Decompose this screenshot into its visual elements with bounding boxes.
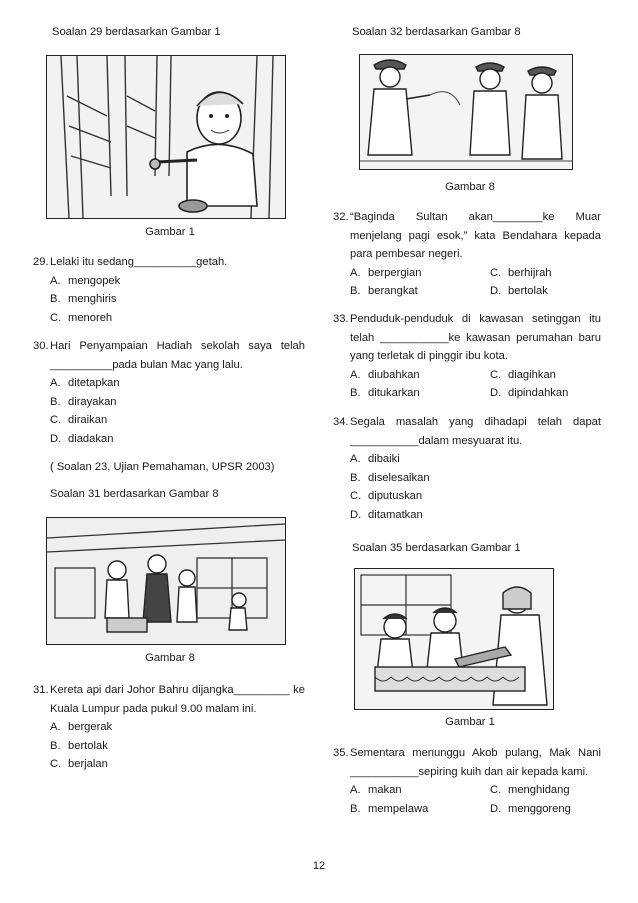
option-letter: D. — [490, 387, 502, 399]
option-b[interactable] — [350, 282, 490, 301]
option-letter: C. — [490, 266, 502, 279]
option-letter: B. — [350, 471, 361, 484]
option-c[interactable] — [50, 411, 305, 430]
question-stem: “Baginda Sultan akan________ke Muar menjelang pagi esok,” kata Bendahara kepada para pembesar negeri. — [350, 211, 601, 260]
option-letter: A. — [350, 368, 361, 381]
option-letter: C. — [350, 490, 362, 502]
option-d[interactable] — [50, 430, 305, 449]
option-d[interactable] — [490, 800, 610, 819]
option-a[interactable] — [50, 718, 305, 737]
option-b[interactable] — [50, 393, 305, 412]
question-32 — [333, 208, 601, 301]
question-35 — [333, 744, 601, 818]
option-letter: D. — [350, 508, 362, 521]
option-text: dirayakan — [68, 395, 117, 408]
question-29 — [33, 253, 305, 327]
option-b[interactable] — [50, 290, 305, 309]
caption-gambar-8-right: Gambar 8 — [445, 181, 495, 193]
option-text: dibaiki — [368, 453, 400, 465]
caption-gambar-1-right: Gambar 1 — [445, 716, 495, 728]
option-text: mengopek — [68, 274, 121, 287]
option-text: bergerak — [68, 721, 113, 733]
option-letter: B. — [350, 387, 361, 399]
figure-palace-officials — [359, 54, 573, 170]
train-station-illustration — [47, 518, 285, 644]
option-letter: A. — [50, 274, 61, 287]
option-text: makan — [368, 784, 402, 796]
question-31 — [33, 681, 305, 774]
option-text: berhijrah — [508, 266, 552, 279]
page-number: 12 — [312, 860, 326, 872]
option-c[interactable] — [350, 487, 601, 506]
option-c[interactable] — [50, 309, 305, 328]
option-a[interactable] — [50, 374, 305, 393]
option-letter: C. — [490, 368, 502, 381]
option-letter: C. — [50, 414, 62, 426]
option-a[interactable] — [350, 366, 490, 385]
option-text: ditamatkan — [368, 508, 423, 521]
option-c[interactable] — [50, 755, 305, 774]
option-letter: C. — [50, 311, 62, 324]
option-b[interactable] — [50, 737, 305, 756]
option-text: berangkat — [368, 285, 418, 297]
option-text: menggoreng — [508, 802, 571, 815]
question-stem: Sementara menunggu Akob pulang, Mak Nani ___________sepiring kuih dan air kepada kami. — [350, 747, 601, 778]
option-a[interactable] — [350, 450, 601, 469]
option-b[interactable] — [350, 800, 490, 819]
palace-officials-illustration — [360, 55, 572, 169]
question-number: 29. — [33, 256, 49, 268]
option-a[interactable] — [50, 272, 305, 291]
option-text: dipindahkan — [508, 387, 569, 399]
option-text: berjalan — [68, 758, 108, 770]
option-text: diputuskan — [368, 490, 423, 502]
option-text: diraikan — [68, 414, 108, 426]
option-d[interactable] — [350, 506, 601, 525]
figure-train-station — [46, 517, 286, 645]
option-c[interactable] — [490, 264, 610, 283]
heading-q29: Soalan 29 berdasarkan Gambar 1 — [52, 26, 221, 38]
heading-q35: Soalan 35 berdasarkan Gambar 1 — [352, 542, 521, 554]
rubber-tapper-illustration — [47, 56, 285, 218]
question-stem: Segala masalah yang dihadapi telah dapat ___________dalam mesyuarat itu. — [350, 416, 601, 447]
option-b[interactable] — [350, 384, 490, 403]
question-stem: Kereta api dari Johor Bahru dijangka_________ ke Kuala Lumpur pada pukul 9.00 malam ini. — [50, 684, 305, 715]
option-text: menoreh — [68, 311, 113, 324]
option-text: diagihkan — [508, 368, 556, 381]
option-text: mempelawa — [368, 802, 429, 815]
source-note: ( Soalan 23, Ujian Pemahaman, UPSR 2003) — [50, 461, 275, 473]
option-text: diubahkan — [368, 368, 420, 381]
option-text: menghiris — [68, 293, 117, 305]
option-c[interactable] — [490, 781, 610, 800]
option-text: bertolak — [68, 739, 108, 752]
caption-gambar-1-left: Gambar 1 — [145, 226, 195, 238]
option-letter: C. — [490, 784, 502, 796]
option-text: diadakan — [68, 432, 114, 445]
heading-q32: Soalan 32 berdasarkan Gambar 8 — [352, 26, 521, 38]
option-letter: A. — [50, 721, 61, 733]
option-d[interactable] — [490, 384, 610, 403]
option-text: ditukarkan — [368, 387, 420, 399]
option-letter: C. — [50, 758, 62, 770]
option-a[interactable] — [350, 264, 490, 283]
question-30 — [33, 337, 305, 448]
question-number: 34. — [333, 416, 349, 428]
figure-rubber-tapper — [46, 55, 286, 219]
option-letter: B. — [50, 395, 61, 408]
caption-gambar-8-left: Gambar 8 — [145, 652, 195, 664]
heading-q31: Soalan 31 berdasarkan Gambar 8 — [50, 488, 219, 500]
option-letter: D. — [50, 432, 62, 445]
question-stem: Lelaki itu sedang__________getah. — [50, 256, 228, 268]
question-stem: Penduduk-penduduk di kawasan setinggan itu telah ___________ke kawasan perumahan baru yang terletak di pinggir ibu kota. — [350, 313, 601, 362]
option-c[interactable] — [490, 366, 610, 385]
option-letter: B. — [350, 802, 361, 815]
question-number: 31. — [33, 684, 49, 696]
question-number: 32. — [333, 211, 349, 223]
question-stem: Hari Penyampaian Hadiah sekolah saya telah __________pada bulan Mac yang lalu. — [50, 340, 305, 371]
question-number: 35. — [333, 747, 349, 759]
option-b[interactable] — [350, 469, 601, 488]
option-text: diselesaikan — [368, 471, 430, 484]
option-letter: B. — [50, 739, 61, 752]
option-text: menghidang — [508, 784, 570, 796]
option-letter: A. — [350, 453, 361, 465]
serving-food-illustration — [355, 569, 553, 709]
option-text: berpergian — [368, 266, 422, 279]
option-letter: A. — [350, 266, 361, 279]
option-a[interactable] — [350, 781, 490, 800]
option-text: bertolak — [508, 285, 548, 297]
option-letter: A. — [50, 377, 61, 389]
figure-serving-food — [354, 568, 554, 710]
option-letter: A. — [350, 784, 361, 796]
option-letter: D. — [490, 802, 502, 815]
question-number: 30. — [33, 340, 49, 352]
question-number: 33. — [333, 313, 349, 325]
question-34 — [333, 413, 601, 524]
option-d[interactable] — [490, 282, 610, 301]
question-33 — [333, 310, 601, 403]
option-letter: B. — [50, 293, 61, 305]
option-letter: B. — [350, 285, 361, 297]
option-letter: D. — [490, 285, 502, 297]
option-text: ditetapkan — [68, 377, 120, 389]
